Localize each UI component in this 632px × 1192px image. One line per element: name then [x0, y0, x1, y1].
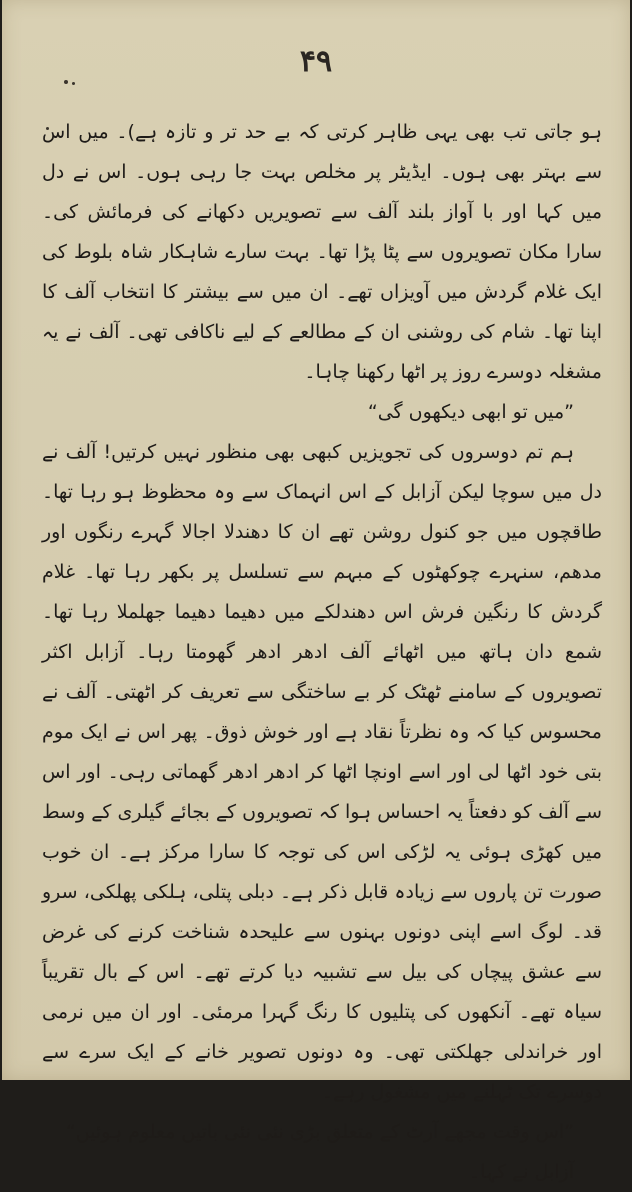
book-page — [2, 0, 630, 1183]
margin-speck — [64, 80, 68, 84]
page-body-text — [42, 112, 602, 1192]
dialogue-line: ”اس وقت مجھے آرٹ کے متعلق بڑی نئی نئی باتیں معلوم ہوئیں“ آزابل نے کہا۔ — [65, 1121, 574, 1183]
margin-speck — [72, 82, 75, 85]
paragraph: ہم تم دوسروں کی تجویزیں کبھی بھی منظور نہیں کرتیں! آلف نے دل میں سوچا لیکن آزابل کے اس انہماک سے وہ محظوظ ہو رہا تھا۔ طاقچوں میں جو کنول روشن تھے ان کا دھندلا اجالا گہرے رنگوں اور مدھم، سنہرے چوکھٹوں کے مبہم سے تسلسل پر بکھر رہا تھا۔ غلام گردش کا رنگین فرش اس دھندلکے میں دھیما دھیما جھلملا رہا تھا۔ شمع دان ہاتھ میں اٹھائے آلف ادھر ادھر گھومتا رہا۔ آزابل اکثر تصویروں کے سامنے ٹھٹک کر بے ساختگی سے تعریف کر اٹھتی۔ آلف نے محسوس کیا کہ وہ نظرتاً نقاد ہے اور خوش ذوق۔ پھر اس نے ایک موم بتی خود اٹھا لی اور اسے اونچا اٹھا کر ادھر ادھر گھماتی رہی۔ اور اس سے آلف کو دفعتاً یہ احساس ہوا کہ تصویروں کے بجائے گیلری کے وسط میں کھڑی ہوئی یہ لڑکی اس کی توجہ کا سارا مرکز ہے۔ ان خوب صورت تن پاروں سے زیادہ قابل ذکر ہے۔ دبلی پتلی، ہلکی پھلکی، سرو قد۔ لوگ اسے اپنی دونوں بہنوں سے علیحدہ شناخت کرنے کی غرض سے عشق پیچاں کی بیل سے تشبیہ دیا کرتے تھے۔ اس کے بال تقریباً سیاہ تھے۔ آنکھوں کی پتلیوں کا رنگ گہرا مرمئی۔ اور ان میں نرمی اور خراندلی جھلکتی تھی۔ وہ دونوں تصویر خانے کے ایک سرے سے دوسرے تک ٹہلنے میں مشغول رہے۔ — [42, 441, 602, 1103]
paragraph: ہو جاتی تب بھی یہی ظاہر کرتی کہ بے حد تر و تازہ ہے)۔ میں اس سے بہتر بھی ہوں۔ ایڈیٹر پر مخلص بہت جا رہی ہوں۔ اس نے دل میں کہا اور با آواز بلند آلف سے تصویریں دکھانے کی فرمائش کی۔ سارا مکان تصویروں سے پٹا پڑا تھا۔ بہت سارے شاہکار شاہ بلوط کی ایک غلام گردش میں آویزاں تھے۔ ان میں سے بیشتر کا انتخاب آلف کا اپنا تھا۔ شام کی روشنی ان کے مطالعے کے لیے ناکافی تھی۔ آلف نے یہ مشغلہ دوسرے روز پر اٹھا رکھنا چاہا۔ — [42, 121, 602, 383]
dialogue-line: ”میں تو ابھی دیکھوں گی“ — [367, 401, 574, 423]
page-number: ۴۹ — [299, 44, 333, 79]
